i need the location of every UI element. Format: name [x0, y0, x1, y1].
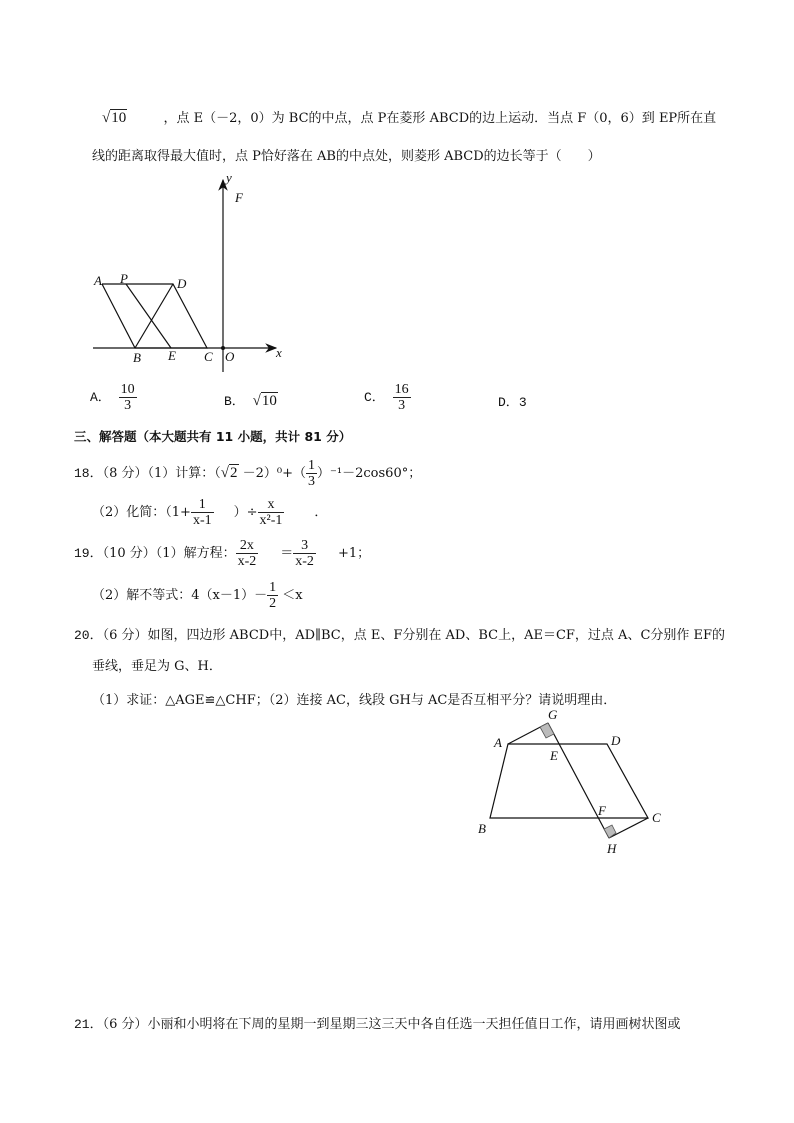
q19-part2: （2）解不等式：4（x－1）－ $\frac{1}{2}$ ＜x	[92, 580, 303, 611]
q20-line2: 垂线，垂足为 G、H．	[92, 659, 222, 674]
svg-text:C: C	[652, 810, 661, 825]
q21-line1: 21．（6 分）小丽和小明将在下周的星期一到星期三这三天中各自任选一天担任值日工作，请用画树状图或	[74, 1017, 681, 1032]
svg-text:B: B	[133, 350, 141, 365]
option-b[interactable]: B． √10	[224, 393, 277, 409]
svg-text:F: F	[235, 190, 243, 205]
svg-text:D: D	[611, 733, 621, 748]
svg-text:G: G	[548, 707, 558, 722]
section-heading: 三、解答题（本大题共有 11 小题，共计 81 分）	[74, 429, 352, 444]
q18-part2: （2）化简：（1+ $\frac{1}{x-1}$ ）÷ $\frac{x}{\text{x²-1}}$ ．	[92, 497, 328, 528]
svg-text:A: A	[94, 273, 102, 288]
svg-text:C: C	[204, 349, 213, 364]
svg-text:F: F	[598, 803, 606, 818]
q18-part1: 18．（8 分）（1）计算：（√2 －2）⁰+（ $\frac{1}{3}$ ）⁻¹－2cos60°；	[74, 458, 422, 489]
quadrilateral-figure	[470, 705, 670, 860]
svg-text:P: P	[120, 271, 128, 286]
svg-text:E: E	[168, 348, 176, 363]
svg-text:B: B	[478, 821, 486, 836]
svg-text:D: D	[177, 276, 187, 291]
q20-line3: （1）求证：△AGE≌△CHF；（2）连接 AC，线段 GH与 AC是否互相平分？请说明理由．	[92, 693, 617, 708]
svg-text:O: O	[225, 349, 235, 364]
svg-text:E: E	[550, 748, 558, 763]
option-a[interactable]: A． $\frac{10}{3}$	[90, 382, 135, 413]
svg-text:A: A	[494, 735, 502, 750]
q20-line1: 20．（6 分）如图，四边形 ABCD中，AD∥BC，点 E、F分别在 AD、BC上，AE＝CF，过点 A、C分别作 EF的	[74, 628, 726, 643]
rhombus-coordinate-figure	[88, 172, 288, 377]
q17-line2: 线的距离取得最大值时，点 P恰好落在 AB的中点处，则菱形 ABCD的边长等于（ ）	[92, 149, 601, 164]
svg-text:x: x	[276, 345, 282, 360]
option-c[interactable]: C． $\frac{16}{3}$	[364, 382, 409, 413]
option-d[interactable]: D．3	[498, 395, 527, 410]
q19-part1: 19．（10 分）（1）解方程： $\frac{2x}{x-2}$ ＝ $\frac{3}{x-2}$ +1；	[74, 538, 371, 569]
sqrt-10: √10	[102, 110, 127, 126]
svg-text:y: y	[226, 172, 232, 185]
svg-text:H: H	[607, 841, 617, 856]
q17-line1: √10 ，点 E（－2，0）为 BC的中点，点 P在菱形 ABCD的边上运动．当点 F（0，6）到 EP所在直	[102, 110, 717, 126]
